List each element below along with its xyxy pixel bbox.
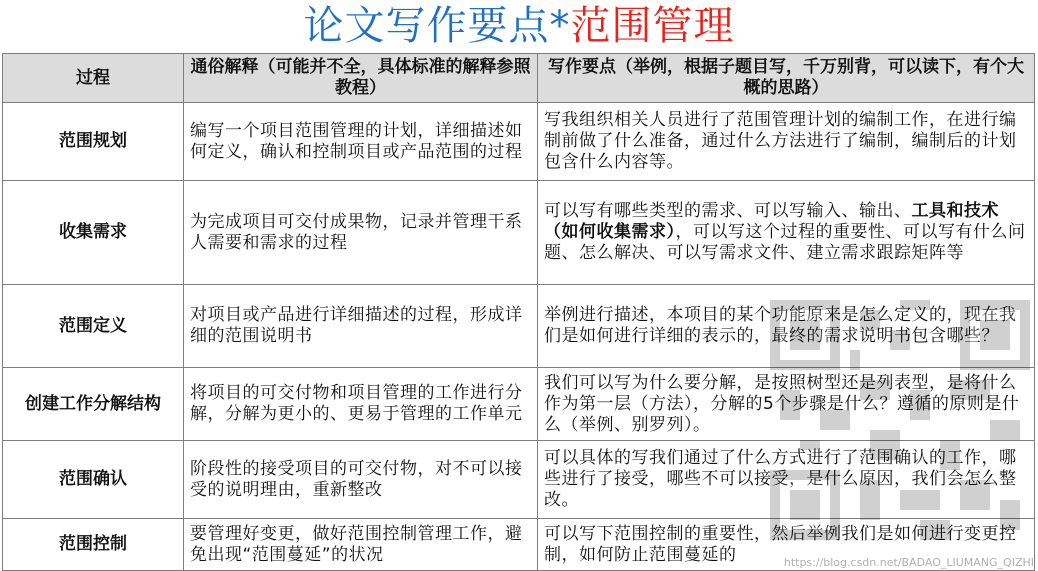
table-row	[3, 441, 1035, 519]
explanation-cell: 阶段性的接受项目的可交付物，对不可以接受的说明理由，重新整改	[184, 441, 538, 519]
title-part-1: 论文写作要点*	[303, 3, 571, 49]
table-row	[3, 519, 1035, 571]
points-cell	[538, 181, 1035, 285]
table-row	[3, 181, 1035, 285]
header-points: 写作要点（举例，根据子题目写，千万别背，可以读下，有个大概的思路）	[538, 54, 1035, 103]
points-text: 可以写有哪些类型的需求、可以写输入、输出、	[544, 201, 912, 221]
process-cell: 范围控制	[3, 519, 184, 571]
points-bold-text: 工具和技术（如何收集需求）	[544, 201, 999, 242]
points-cell: 我们可以写为什么要分解，是按照树型还是列表型，是将什么作为第一层（方法），分解的5个步骤是什么？遵循的原则是什么（举例、别罗列）。	[538, 368, 1035, 441]
points-cell: 可以写下范围控制的重要性，然后举例我们是如何进行变更控制，如何防止范围蔓延的	[538, 519, 1035, 571]
process-cell: 范围定义	[3, 285, 184, 368]
points-text: ，可以写这个过程的重要性、可以写有什么问题、怎么解决、可以写需求文件、建立需求跟踪矩阵等	[544, 222, 1026, 263]
watermark-text: https://blog.csdn.net/BADAO_LIUMANG_QIZHI	[783, 556, 1034, 569]
table-row	[3, 103, 1035, 181]
title-part-2: 范围管理	[570, 3, 735, 49]
points-cell: 写我组织相关人员进行了范围管理计划的编制工作，在进行编制前做了什么准备，通过什么方法进行了编制，编制后的计划包含什么内容等。	[538, 103, 1035, 181]
header-process: 过程	[3, 54, 184, 103]
scope-management-table	[2, 53, 1035, 571]
explanation-cell: 编写一个项目范围管理的计划，详细描述如何定义，确认和控制项目或产品范围的过程	[184, 103, 538, 181]
header-row	[3, 54, 1035, 103]
process-cell: 范围规划	[3, 103, 184, 181]
explanation-cell: 为完成项目可交付成果物，记录并管理干系人需要和需求的过程	[184, 181, 538, 285]
explanation-cell: 对项目或产品进行详细描述的过程，形成详细的范围说明书	[184, 285, 538, 368]
table-row	[3, 285, 1035, 368]
header-explanation: 通俗解释（可能并不全，具体标准的解释参照教程）	[184, 54, 538, 103]
process-cell: 范围确认	[3, 441, 184, 519]
process-cell: 创建工作分解结构	[3, 368, 184, 441]
points-cell: 可以具体的写我们通过了什么方式进行了范围确认的工作，哪些进行了接受，哪些不可以接受，是什么原因，我们会怎么整改。	[538, 441, 1035, 519]
explanation-cell: 将项目的可交付物和项目管理的工作进行分解，分解为更小的、更易于管理的工作单元	[184, 368, 538, 441]
process-cell: 收集需求	[3, 181, 184, 285]
table-row	[3, 368, 1035, 441]
explanation-cell: 要管理好变更，做好范围控制管理工作，避免出现“范围蔓延”的状况	[184, 519, 538, 571]
page-title	[0, 0, 1038, 52]
points-cell: 举例进行描述，本项目的某个功能原来是怎么定义的，现在我们是如何进行详细的表示的，最终的需求说明书包含哪些？	[538, 285, 1035, 368]
